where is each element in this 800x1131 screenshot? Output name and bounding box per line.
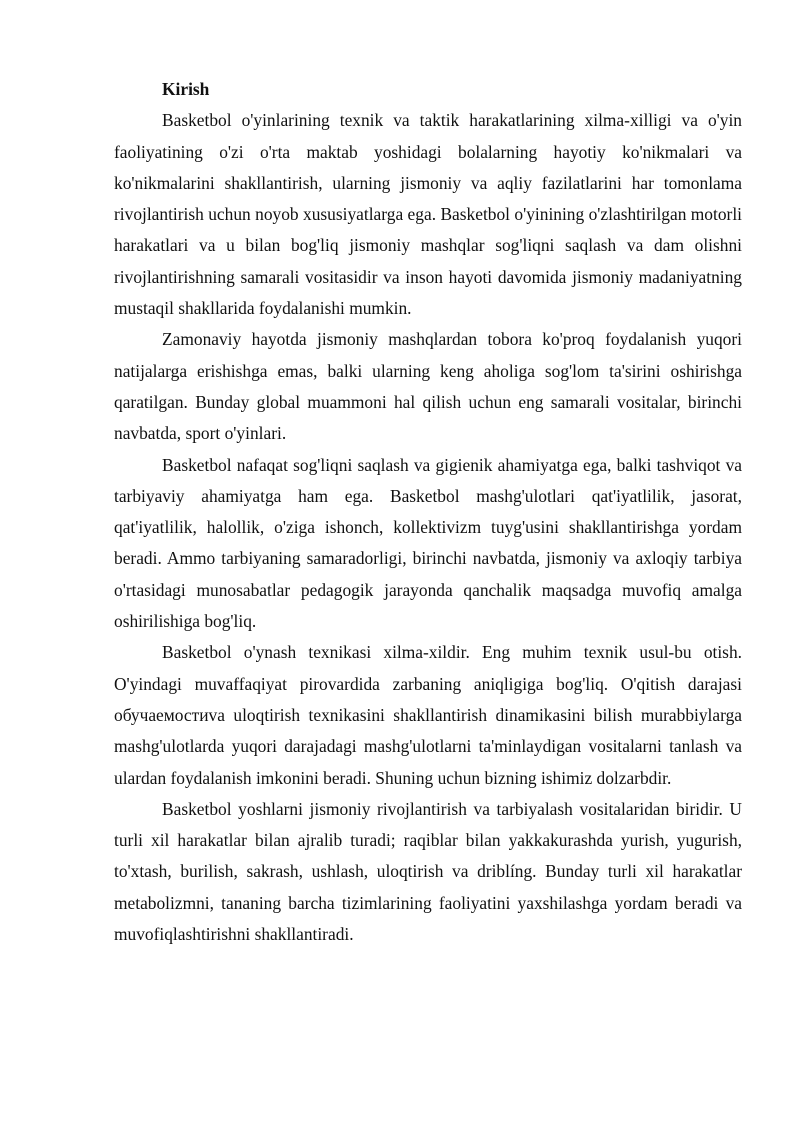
paragraph-1: Basketbol o'yinlarining texnik va taktik harakatlarining xilma-xilligi va o'yin faoliyatining o'zi o'rta maktab yoshidagi bolalarning hayotiy ko'nikmalari va ko'nikmalarini shakllantirish, ularning jismoniy va aqliy fazilatlarini har tomonlama rivojlantirish uchun noyob xususiyatlarga ega. Basketbol o'yinining o'zlashtirilgan motorli harakatlari va u bilan bog'liq jismoniy mashqlar sog'liqni saqlash va dam olishni rivojlantirishning samarali vositasidir va inson hayoti davomida jismoniy madaniyatning mustaqil shakllarida foydalanishi mumkin. [114,110,742,319]
section-heading: Kirish [162,79,210,99]
paragraph-4: Basketbol o'ynash texnikasi xilma-xildir. Eng muhim texnik usul-bu otish. O'yindagi muvaffaqiyat pirovardida zarbaning aniqligiga bog'liq. O'qitish darajasi обучаемостиva uloqtirish texnikasini shakllantirish dinamikasini bilish murabbiylarga mashg'ulotlarda yuqori darajadagi mashg'ulotlarni ta'minlaydigan vositalarni tanlash va ulardan foydalanish imkonini beradi. Shuning uchun bizning ishimiz dolzarbdir. [114,642,742,788]
paragraph-2: Zamonaviy hayotda jismoniy mashqlardan tobora ko'proq foydalanish yuqori natijalarga erishishga emas, balki ularning keng aholiga sog'lom ta'sirini oshirishga qaratilgan. Bunday global muammoni hal qilish uchun eng samarali vositalar, birinchi navbatda, sport o'yinlari. [114,329,742,444]
paragraph-5: Basketbol yoshlarni jismoniy rivojlantirish va tarbiyalash vositalaridan biridir. U turli xil harakatlar bilan ajralib turadi; raqiblar bilan yakkakurashda yurish, yugurish, to'xtash, burilish, sakrash, ushlash, uloqtirish va driblíng. Bunday turli xil harakatlar metabolizmni, tananing barcha tizimlarining faoliyatini yaxshilashga yordam beradi va muvofiqlashtirishni shakllantiradi. [114,798,742,945]
paragraph-3: Basketbol nafaqat sog'liqni saqlash va gigienik ahamiyatga ega, balki tashviqot va tarbiyaviy ahamiyatga ham ega. Basketbol mashg'ulotlari qat'iyatlilik, jasorat, qat'iyatlilik, halollik, o'ziga ishonch, kollektivizm tuyg'usini shakllantirishga yordam beradi. Ammo tarbiyaning samaradorligi, birinchi navbatda, jismoniy va axloqiy tarbiya o'rtasidagi munosabatlar pedagogik jarayonda qanchalik maqsadga muvofiq amalga oshirilishiga bog'liq. [114,454,742,632]
document-body [114,74,742,950]
